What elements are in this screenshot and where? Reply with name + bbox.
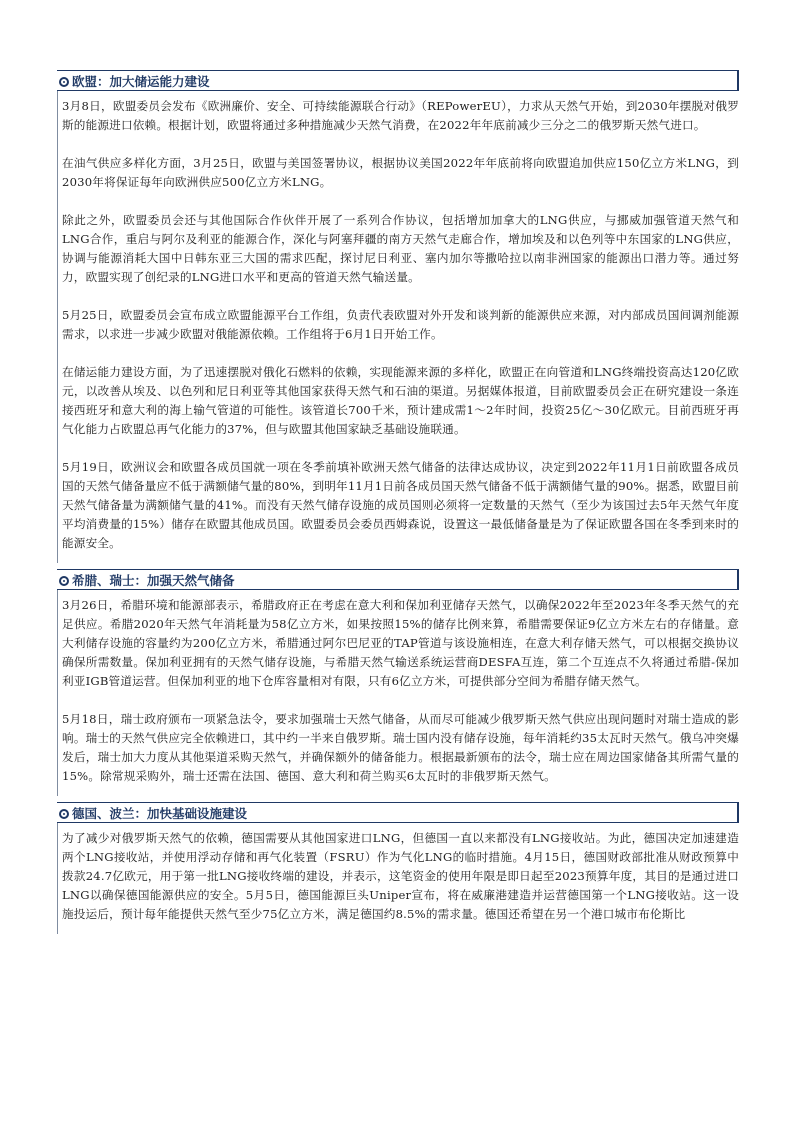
bullet-circle-icon xyxy=(59,809,69,819)
paragraph: 5月25日，欧盟委员会宣布成立欧盟能源平台工作组，负责代表欧盟对外开发和谈判新的能源供应来源，对内部成员国间调剂能源需求，以求进一步减少欧盟对俄能源依赖。工作组将于6月1日开始工作。 xyxy=(62,308,739,341)
paragraph: 除此之外，欧盟委员会还与其他国际合作伙伴开展了一系列合作协议，包括增加加拿大的LNG供应，与挪威加强管道天然气和LNG合作，重启与阿尔及利亚的能源合作，深化与阿塞拜疆的南方天然气走廊合作，增加埃及和以色列等中东国家的LNG供应，协调与能源消耗大国中日韩东亚三大国的需求匹配，探讨尼日利亚、塞内加尔等撒哈拉以南非洲国家的能源出口潜力等。通过努力，欧盟实现了创纪录的LNG进口水平和更高的管道天然气输送量。 xyxy=(62,213,739,284)
section-heading-text: 德国、波兰：加快基础设施建设 xyxy=(72,806,248,821)
bullet-circle-icon xyxy=(59,77,69,87)
section-greece-switzerland xyxy=(57,569,739,796)
paragraph: 5月18日，瑞士政府颁布一项紧急法令，要求加强瑞士天然气储备，从而尽可能减少俄罗斯天然气供应出现问题时对瑞士造成的影响。瑞士的天然气供应完全依赖进口，其中约一半来自俄罗斯。瑞士国内没有储存设施，每年消耗约35太瓦时天然气。俄乌冲突爆发后，瑞士加大力度从其他渠道采购天然气，并确保额外的储备能力。根据最新颁布的法令，瑞士应在周边国家储备其所需气量的15%。除常规采购外，瑞士还需在法国、德国、意大利和荷兰购买6太瓦时的非俄罗斯天然气。 xyxy=(62,712,739,783)
section-body xyxy=(57,590,739,796)
paragraph: 5月19日，欧洲议会和欧盟各成员国就一项在冬季前填补欧洲天然气储备的法律达成协议，决定到2022年11月1日前欧盟各成员国的天然气储备量应不低于满额储气量的80%，到明年11月1日前各成员国天然气储备不低于满额储气量的90%。据悉，欧盟目前天然气储备量为满额储气量的41%。而没有天然气储存设施的成员国则必须将一定数量的天然气（至少为该国过去5年天然气年度平均消费量的15%）储存在欧盟其他成员国。欧盟委员会委员西姆森说，设置这一最低储备量是为了保证欧盟各国在冬季到来时的能源安全。 xyxy=(62,460,739,550)
section-heading xyxy=(57,569,739,590)
bullet-circle-icon xyxy=(59,576,69,586)
document-page xyxy=(57,70,739,934)
section-eu xyxy=(57,70,739,563)
paragraph: 在储运能力建设方面，为了迅速摆脱对俄化石燃料的依赖，实现能源来源的多样化，欧盟正在向管道和LNG终端投资高达120亿欧元，以改善从埃及、以色列和尼日利亚等其他国家获得天然气和石油的渠道。另据媒体报道，目前欧盟委员会正在研究建设一条连接西班牙和意大利的海上输气管道的可能性。该管道长700千米，预计建成需1～2年时间，投资25亿～30亿欧元。目前西班牙再气化能力占欧盟总再气化能力的37%，但与欧盟其他国家缺乏基础设施联通。 xyxy=(62,365,739,436)
section-body xyxy=(57,823,739,934)
paragraph: 在油气供应多样化方面，3月25日，欧盟与美国签署协议，根据协议美国2022年年底前将向欧盟追加供应150亿立方米LNG，到2030年将保证每年向欧洲供应500亿立方米LNG。 xyxy=(62,156,739,189)
section-body xyxy=(57,91,739,563)
section-germany-poland xyxy=(57,802,739,934)
paragraph: 3月26日，希腊环境和能源部表示，希腊政府正在考虑在意大利和保加利亚储存天然气，以确保2022年至2023年冬季天然气的充足供应。希腊2020年天然气年消耗量为58亿立方米，如果按照15%的储存比例来算，希腊需要保证9亿立方米左右的存储量。意大利储存设施的容量约为200亿立方米，希腊通过阿尔巴尼亚的TAP管道与该设施相连，在意大利存储天然气，可以根据交换协议确保所需数量。保加利亚拥有的天然气储存设施，与希腊天然气输送系统运营商DESFA互连，第二个互连点不久将通过希腊-保加利亚IGB管道运营。但保加利亚的地下仓库容量相对有限，只有6亿立方米，可提供部分空间为希腊存储天然气。 xyxy=(62,598,739,688)
paragraph: 为了减少对俄罗斯天然气的依赖，德国需要从其他国家进口LNG，但德国一直以来都没有LNG接收站。为此，德国决定加速建造两个LNG接收站，并使用浮动存储和再气化装置（FSRU）作为气化LNG的临时措施。4月15日，德国财政部批准从财政预算中拨款24.7亿欧元，用于第一批LNG接收终端的建设，并表示，这笔资金的使用年限是即日起至2023预算年度，其目的是通过进口LNG以确保德国能源供应的安全。5月5日，德国能源巨头Uniper宣布，将在威廉港建造并运营德国第一个LNG接收站。这一设施投运后，预计每年能提供天然气至少75亿立方米，满足德国约8.5%的需求量。德国还希望在另一个港口城市布伦斯比 xyxy=(62,831,739,921)
paragraph: 3月8日，欧盟委员会发布《欧洲廉价、安全、可持续能源联合行动》（REPowerEU），力求从天然气开始，到2030年摆脱对俄罗斯的能源进口依赖。根据计划，欧盟将通过多种措施减少天然气消费，在2022年年底前减少三分之二的俄罗斯天然气进口。 xyxy=(62,99,739,132)
section-heading-text: 欧盟：加大储运能力建设 xyxy=(72,74,210,89)
section-heading-text: 希腊、瑞士：加强天然气储备 xyxy=(72,573,235,588)
section-heading xyxy=(57,70,739,91)
section-heading xyxy=(57,802,739,823)
